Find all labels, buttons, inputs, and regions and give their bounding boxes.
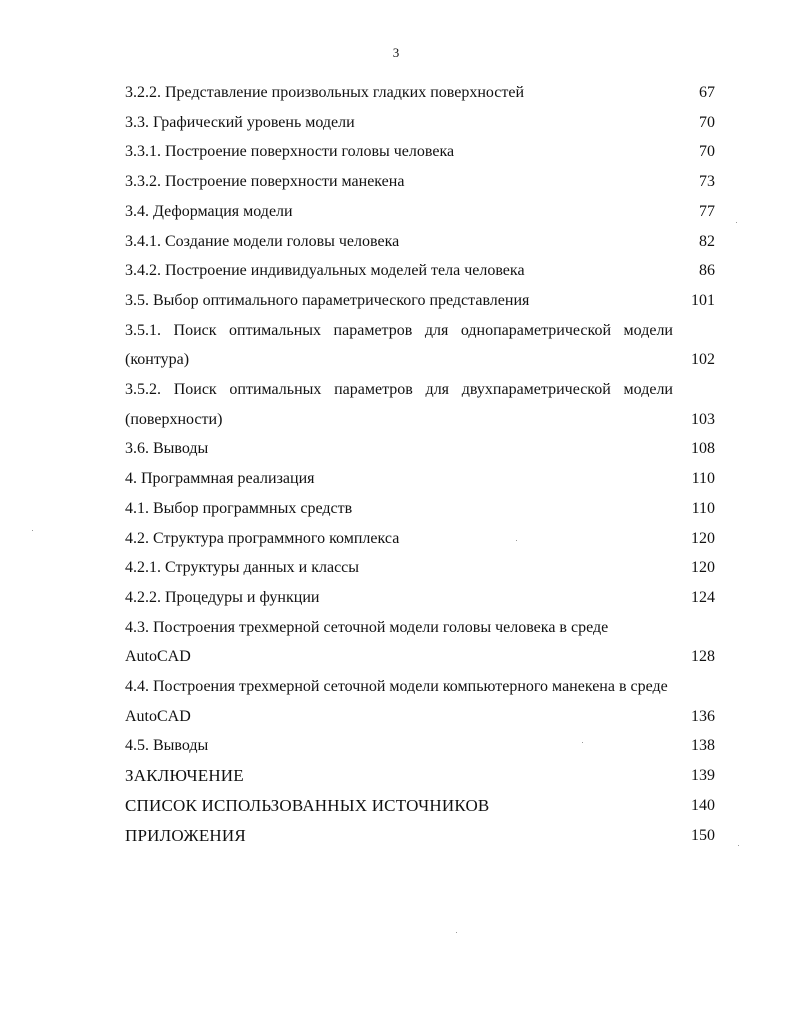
toc-entry <box>125 167 715 197</box>
toc-entry <box>125 108 715 138</box>
toc-entry-page: 73 <box>699 173 715 191</box>
toc-entry-page: 82 <box>699 232 715 250</box>
toc-entry-title: ПРИЛОЖЕНИЯ <box>125 825 246 845</box>
toc-entry-title: 3.5. Выбор оптимального параметрического представления <box>125 291 530 309</box>
page-number: 3 <box>392 45 400 60</box>
toc-entry-title: 3.3.1. Построение поверхности головы человека <box>125 143 455 161</box>
toc-entry-page: 103 <box>691 410 715 428</box>
toc-entry-page: 136 <box>691 707 715 725</box>
toc-entry-page: 138 <box>691 737 715 755</box>
toc-entry-page: 70 <box>699 143 715 161</box>
toc-entry <box>125 375 715 434</box>
toc-entry-page: 120 <box>691 529 715 547</box>
toc-entry-title: 4.3. Построения трехмерной сеточной модели головы человека в среде AutoCAD <box>125 618 609 666</box>
scan-speck <box>738 845 739 846</box>
toc-entry-page: 110 <box>691 499 715 517</box>
scan-speck <box>582 742 583 743</box>
toc-entry-title: 3.5.2. Поиск оптимальных параметров для двухпараметрической модели (поверхности) <box>125 381 673 428</box>
toc-entry <box>125 227 715 257</box>
toc-entry-title: 4. Программная реализация <box>125 470 315 488</box>
toc-entry-title: 3.4.1. Создание модели головы человека <box>125 232 400 250</box>
scan-speck <box>516 540 517 541</box>
toc-entry <box>125 672 715 731</box>
toc-entry-title: ЗАКЛЮЧЕНИЕ <box>125 766 244 786</box>
toc-entry-title: 3.3.2. Построение поверхности манекена <box>125 173 405 191</box>
toc-entry <box>125 524 715 554</box>
toc-entry-title: 4.5. Выводы <box>125 737 209 755</box>
scan-speck <box>32 530 33 531</box>
toc-entry-page: 120 <box>691 559 715 577</box>
toc-entry <box>125 761 715 791</box>
toc-entry <box>125 78 715 108</box>
toc-entry <box>125 583 715 613</box>
toc-entry <box>125 613 715 672</box>
toc-entry <box>125 137 715 167</box>
toc-entry <box>125 553 715 583</box>
toc-entry-title: 3.4.2. Построение индивидуальных моделей тела человека <box>125 262 525 280</box>
scan-speck <box>456 932 457 933</box>
toc-entry-title: 3.2.2. Представление произвольных гладких поверхностей <box>125 84 525 101</box>
toc-entry-page: 77 <box>699 202 715 220</box>
toc-entry <box>125 197 715 227</box>
toc-entry <box>125 494 715 524</box>
scan-speck <box>736 222 737 223</box>
toc-entry-page: 70 <box>699 113 715 131</box>
toc-entry-title: 4.2.1. Структуры данных и классы <box>125 559 360 577</box>
toc-entry-page: 150 <box>691 826 715 844</box>
toc-entry <box>125 731 715 761</box>
table-of-contents <box>125 78 715 850</box>
toc-entry <box>125 286 715 316</box>
toc-entry-page: 67 <box>699 84 715 101</box>
toc-entry-page: 86 <box>699 262 715 280</box>
toc-entry <box>125 434 715 464</box>
toc-entry-page: 128 <box>691 648 715 666</box>
toc-entry-title: СПИСОК ИСПОЛЬЗОВАННЫХ ИСТОЧНИКОВ <box>125 795 490 815</box>
toc-entry-page: 101 <box>691 291 715 309</box>
toc-entry-page: 102 <box>691 351 715 369</box>
toc-entry-page: 124 <box>691 588 715 606</box>
toc-entry-page: 110 <box>691 470 715 488</box>
toc-entry-title: 3.5.1. Поиск оптимальных параметров для однопараметрической модели (контура) <box>125 321 673 369</box>
toc-entry-title: 4.2.2. Процедуры и функции <box>125 588 320 606</box>
toc-entry-title: 4.2. Структура программного комплекса <box>125 529 400 547</box>
toc-entry-title: 3.6. Выводы <box>125 440 209 458</box>
toc-entry <box>125 256 715 286</box>
toc-entry-title: 4.1. Выбор программных средств <box>125 499 353 517</box>
toc-entry <box>125 464 715 494</box>
toc-entry-page: 139 <box>691 767 715 785</box>
toc-entry <box>125 791 715 821</box>
toc-entry-page: 140 <box>691 796 715 814</box>
toc-entry-title: 3.4. Деформация модели <box>125 202 293 220</box>
toc-entry <box>125 821 715 851</box>
toc-entry-title: 4.4. Построения трехмерной сеточной модели компьютерного манекена в среде AutoCAD <box>125 678 668 725</box>
toc-entry-title: 3.3. Графический уровень модели <box>125 113 355 131</box>
toc-entry <box>125 316 715 375</box>
toc-entry-page: 108 <box>691 440 715 458</box>
